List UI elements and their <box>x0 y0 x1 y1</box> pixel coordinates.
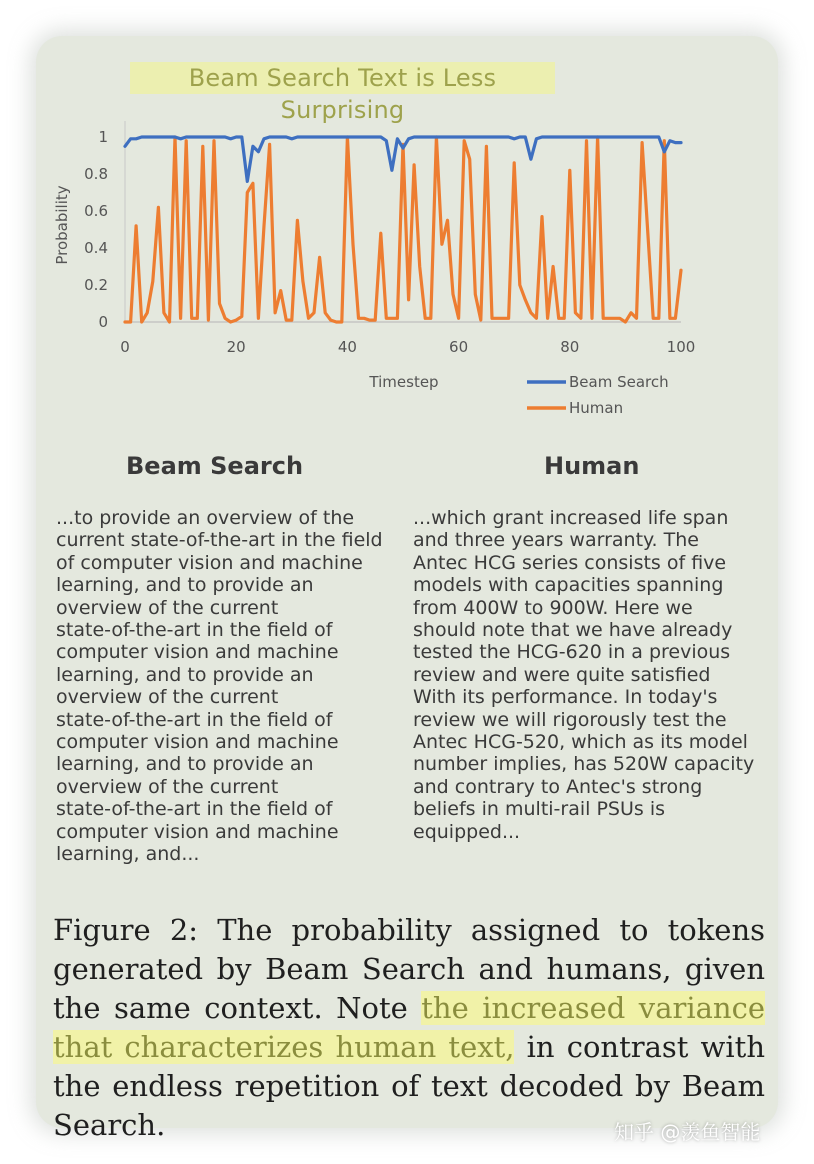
x-tick-label: 100 <box>666 338 696 356</box>
series-line-human <box>125 137 681 322</box>
caption-part-1: Figure 2: The probability assigned to tokens generated by Beam Search and humans, given the same context. Note <box>53 913 765 1025</box>
human-text: ...which grant increased life span and three years warranty. The Antec HCG series consists of five models with capacities spanning from 400W to 900W. Here we should note that we have already tested the HCG-620 in a previous review and were quite satisfied With its performance. In today's review we will rigorously test the Antec HCG-520, which as its model number implies, has 520W capacity and contrary to Antec's strong beliefs in multi-rail PSUs is equipped... <box>413 507 755 843</box>
y-tick-label: 1 <box>98 128 108 146</box>
caption-highlight: the increased variance that characterizes human text, <box>53 991 765 1064</box>
x-tick-label: 60 <box>449 338 469 356</box>
x-axis-label: Timestep <box>369 373 439 391</box>
beam-search-heading: Beam Search <box>126 452 304 480</box>
y-tick-label: 0 <box>98 313 108 331</box>
x-tick-label: 40 <box>337 338 357 356</box>
x-tick-label: 80 <box>560 338 580 356</box>
beam-search-text: ...to provide an overview of the current state-of-the-art in the field of computer vision and machine learning, and to provide an overview of the current state-of-the-art in the field of computer vision and machine learning, and to provide an overview of the current state-of-the-art in the field of computer vision and machine learning, and to provide an overview of the current state-of-the-art in the field of computer vision and machine learning, and... <box>56 507 383 866</box>
x-tick-label: 0 <box>120 338 130 356</box>
y-tick-label: 0.6 <box>84 202 108 220</box>
y-tick-label: 0.8 <box>84 165 108 183</box>
y-axis-label: Probability <box>53 185 71 265</box>
caption-part-2: in contrast with the endless repetition of text decoded by Beam Search. <box>53 1030 765 1142</box>
legend-label: Human <box>569 399 624 417</box>
y-tick-label: 0.4 <box>84 239 108 257</box>
chart-title: Beam Search Text is Less Surprising <box>130 62 555 94</box>
figure-caption <box>53 911 765 1145</box>
watermark: 知乎 @羡鱼智能 <box>614 1120 761 1144</box>
legend-label: Beam Search <box>569 373 669 391</box>
human-heading: Human <box>544 452 640 480</box>
x-tick-label: 20 <box>226 338 246 356</box>
line-chart <box>0 0 814 440</box>
y-tick-label: 0.2 <box>84 276 108 294</box>
